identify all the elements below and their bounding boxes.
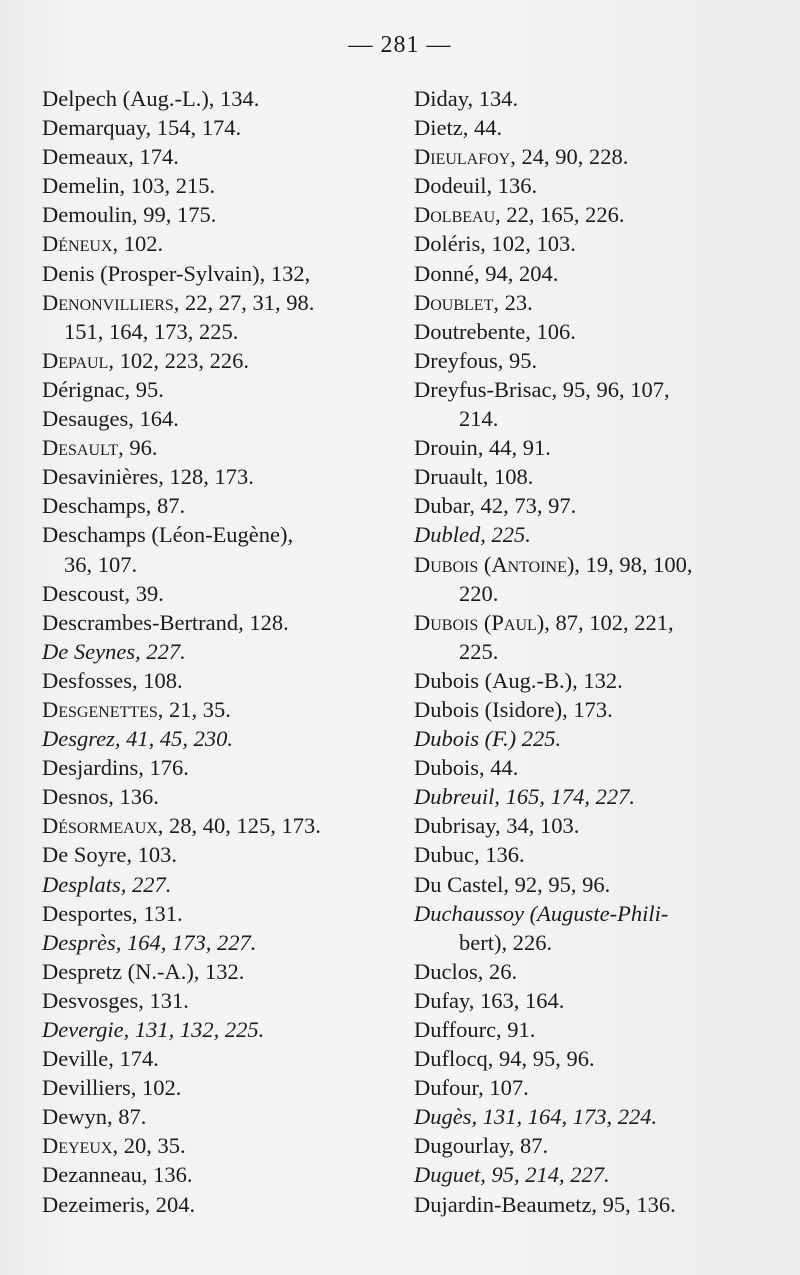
index-entry: Demeaux, 174. bbox=[42, 144, 179, 170]
index-entry: Devergie, 131, 132, 225. bbox=[42, 1017, 265, 1042]
index-entry: Desauges, 164. bbox=[42, 406, 179, 432]
index-entry: Dietz, 44. bbox=[414, 115, 503, 141]
index-entry: Drouin, 44, 91. bbox=[414, 435, 551, 461]
index-entry: Desvosges, 131. bbox=[42, 987, 189, 1013]
index-entry: Désormeaux, 28, 40, 125, 173. bbox=[42, 813, 321, 839]
index-entry: Duffourc, 91. bbox=[414, 1017, 536, 1042]
index-entry: Desault, 96. bbox=[42, 435, 158, 461]
index-entry: Dubois (F.) 225. bbox=[414, 726, 562, 752]
index-entry: Dubar, 42, 73, 97. bbox=[414, 493, 577, 519]
index-entry: Duchaussoy (Auguste-Phili- bbox=[414, 900, 669, 926]
index-entry: Doublet, 23. bbox=[414, 289, 533, 315]
index-entry: Dreyfous, 95. bbox=[414, 347, 538, 373]
index-entry: Descoust, 39. bbox=[42, 580, 164, 606]
index-entry: Dreyfus-Brisac, 95, 96, 107, bbox=[414, 376, 670, 402]
index-column-left bbox=[42, 84, 412, 1219]
index-entry: Dugès, 131, 164, 173, 224. bbox=[414, 1104, 658, 1130]
index-entry-continuation: 36, 107. bbox=[64, 551, 138, 577]
index-entry: Dubois (Aug.-B.), 132. bbox=[414, 667, 623, 693]
index-entry: Diday, 134. bbox=[414, 86, 519, 111]
index-entry: Dezeimeris, 204. bbox=[42, 1191, 196, 1217]
index-entry: Devilliers, 102. bbox=[42, 1075, 182, 1101]
index-entry-continuation: 225. bbox=[459, 638, 499, 664]
index-entry: Dezanneau, 136. bbox=[42, 1162, 193, 1188]
index-entry: Denonvilliers, 22, 27, 31, 98. bbox=[42, 289, 315, 315]
index-entry: Dufay, 163, 164. bbox=[414, 987, 565, 1013]
index-entry: Desnos, 136. bbox=[42, 784, 159, 810]
index-entry: Du Castel, 92, 95, 96. bbox=[414, 871, 611, 897]
index-entry: Dufour, 107. bbox=[414, 1075, 529, 1101]
index-entry: Desfosses, 108. bbox=[42, 667, 183, 693]
index-entry: Dugourlay, 87. bbox=[414, 1133, 549, 1159]
index-entry: Deschamps, 87. bbox=[42, 493, 186, 519]
index-entry: Desgrez, 41, 45, 230. bbox=[42, 726, 234, 752]
index-entry: Donné, 94, 204. bbox=[414, 260, 559, 286]
index-entry: Dubled, 225. bbox=[414, 522, 531, 548]
index-entry: Desplats, 227. bbox=[42, 871, 172, 897]
index-entry: Depaul, 102, 223, 226. bbox=[42, 347, 249, 373]
index-entry: Doléris, 102, 103. bbox=[414, 231, 576, 257]
index-entry: Dubrisay, 34, 103. bbox=[414, 813, 580, 839]
index-entry: Desjardins, 176. bbox=[42, 755, 189, 781]
index-entry: Dolbeau, 22, 165, 226. bbox=[414, 202, 625, 228]
index-entry: Dodeuil, 136. bbox=[414, 173, 538, 199]
index-entry: De Seynes, 227. bbox=[42, 638, 186, 664]
index-entry: Duguet, 95, 214, 227. bbox=[414, 1162, 610, 1188]
index-entry-continuation: bert), 226. bbox=[459, 929, 553, 955]
index-entry: Desgenettes, 21, 35. bbox=[42, 696, 231, 722]
index-entry: Demoulin, 99, 175. bbox=[42, 202, 217, 228]
index-entry: Dubuc, 136. bbox=[414, 842, 525, 868]
index-entry: Demarquay, 154, 174. bbox=[42, 115, 242, 141]
index-entry: Dubreuil, 165, 174, 227. bbox=[414, 784, 636, 810]
index-entry: Despretz (N.-A.), 132. bbox=[42, 958, 245, 984]
index-entry: Desportes, 131. bbox=[42, 900, 183, 926]
index-entry: Descrambes-Bertrand, 128. bbox=[42, 609, 289, 635]
page-number: — 281 — bbox=[348, 32, 452, 58]
index-entry: Demelin, 103, 215. bbox=[42, 173, 216, 199]
index-entry: Deyeux, 20, 35. bbox=[42, 1133, 186, 1159]
index-entry-continuation: 214. bbox=[459, 406, 499, 432]
index-entry: Delpech (Aug.-L.), 134. bbox=[42, 86, 260, 111]
index-entry: Deschamps (Léon-Eugène), bbox=[42, 522, 294, 548]
index-entry: Doutrebente, 106. bbox=[414, 318, 576, 344]
index-entry: Déneux, 102. bbox=[42, 231, 164, 257]
index-entry: Dujardin-Beaumetz, 95, 136. bbox=[414, 1191, 676, 1217]
index-entry: De Soyre, 103. bbox=[42, 842, 177, 868]
index-entry: Duclos, 26. bbox=[414, 958, 518, 984]
index-entry: Denis (Prosper-Sylvain), 132, bbox=[42, 260, 311, 286]
index-entry: Duflocq, 94, 95, 96. bbox=[414, 1046, 595, 1072]
index-entry: Desprès, 164, 173, 227. bbox=[42, 929, 257, 955]
index-column-right bbox=[414, 84, 784, 1219]
index-entry: Dubois (Paul), 87, 102, 221, bbox=[414, 609, 674, 635]
index-entry: Dubois (Isidore), 173. bbox=[414, 696, 613, 722]
index-entry-continuation: 220. bbox=[459, 580, 499, 606]
index-entry: Dieulafoy, 24, 90, 228. bbox=[414, 144, 629, 170]
index-entry: Desavinières, 128, 173. bbox=[42, 464, 254, 490]
index-entry: Dewyn, 87. bbox=[42, 1104, 147, 1130]
index-entry: Dérignac, 95. bbox=[42, 376, 164, 402]
index-entry: Deville, 174. bbox=[42, 1046, 159, 1072]
index-entry: Dubois (Antoine), 19, 98, 100, bbox=[414, 551, 693, 577]
index-entry-continuation: 151, 164, 173, 225. bbox=[64, 318, 239, 344]
index-entry: Dubois, 44. bbox=[414, 755, 519, 781]
index-entry: Druault, 108. bbox=[414, 464, 534, 490]
